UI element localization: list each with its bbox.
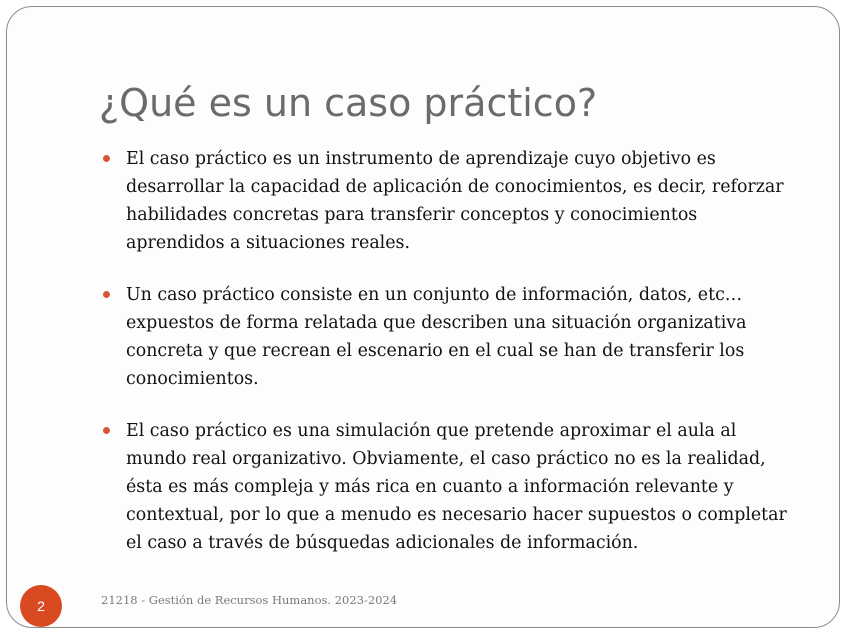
bullet-text: El caso práctico es un instrumento de aprendizaje cuyo objetivo es desarrollar la capacidad de aplicación de conocimientos, es decir, reforzar habilidades concretas para transferir conceptos y conocimientos aprendidos a situaciones reales. <box>126 149 784 253</box>
bullet-text: Un caso práctico consiste en un conjunto de información, datos, etc… expuestos de forma relatada que describen una situación organizativa concreta y que recrean el escenario en el cual se han de transferir los conocimientos. <box>126 285 747 389</box>
bullet-dot-icon <box>103 291 110 298</box>
slide-frame <box>6 6 840 628</box>
bullet-item <box>101 417 801 557</box>
slide-title: ¿Qué es un caso práctico? <box>99 81 598 125</box>
bullet-item <box>101 281 801 393</box>
bullet-list <box>101 145 801 581</box>
bullet-text: El caso práctico es una simulación que pretende aproximar el aula al mundo real organizativo. Obviamente, el caso práctico no es la realidad, ésta es más compleja y más rica en cuanto a información relevante y contextual, por lo que a menudo es necesario hacer supuestos o completar el caso a través de búsquedas adicionales de información. <box>126 421 787 553</box>
bullet-dot-icon <box>103 427 110 434</box>
slide-footer: 21218 - Gestión de Recursos Humanos. 2023-2024 <box>101 593 398 607</box>
bullet-item <box>101 145 801 257</box>
bullet-dot-icon <box>103 155 110 162</box>
page-number-badge: 2 <box>20 585 62 627</box>
